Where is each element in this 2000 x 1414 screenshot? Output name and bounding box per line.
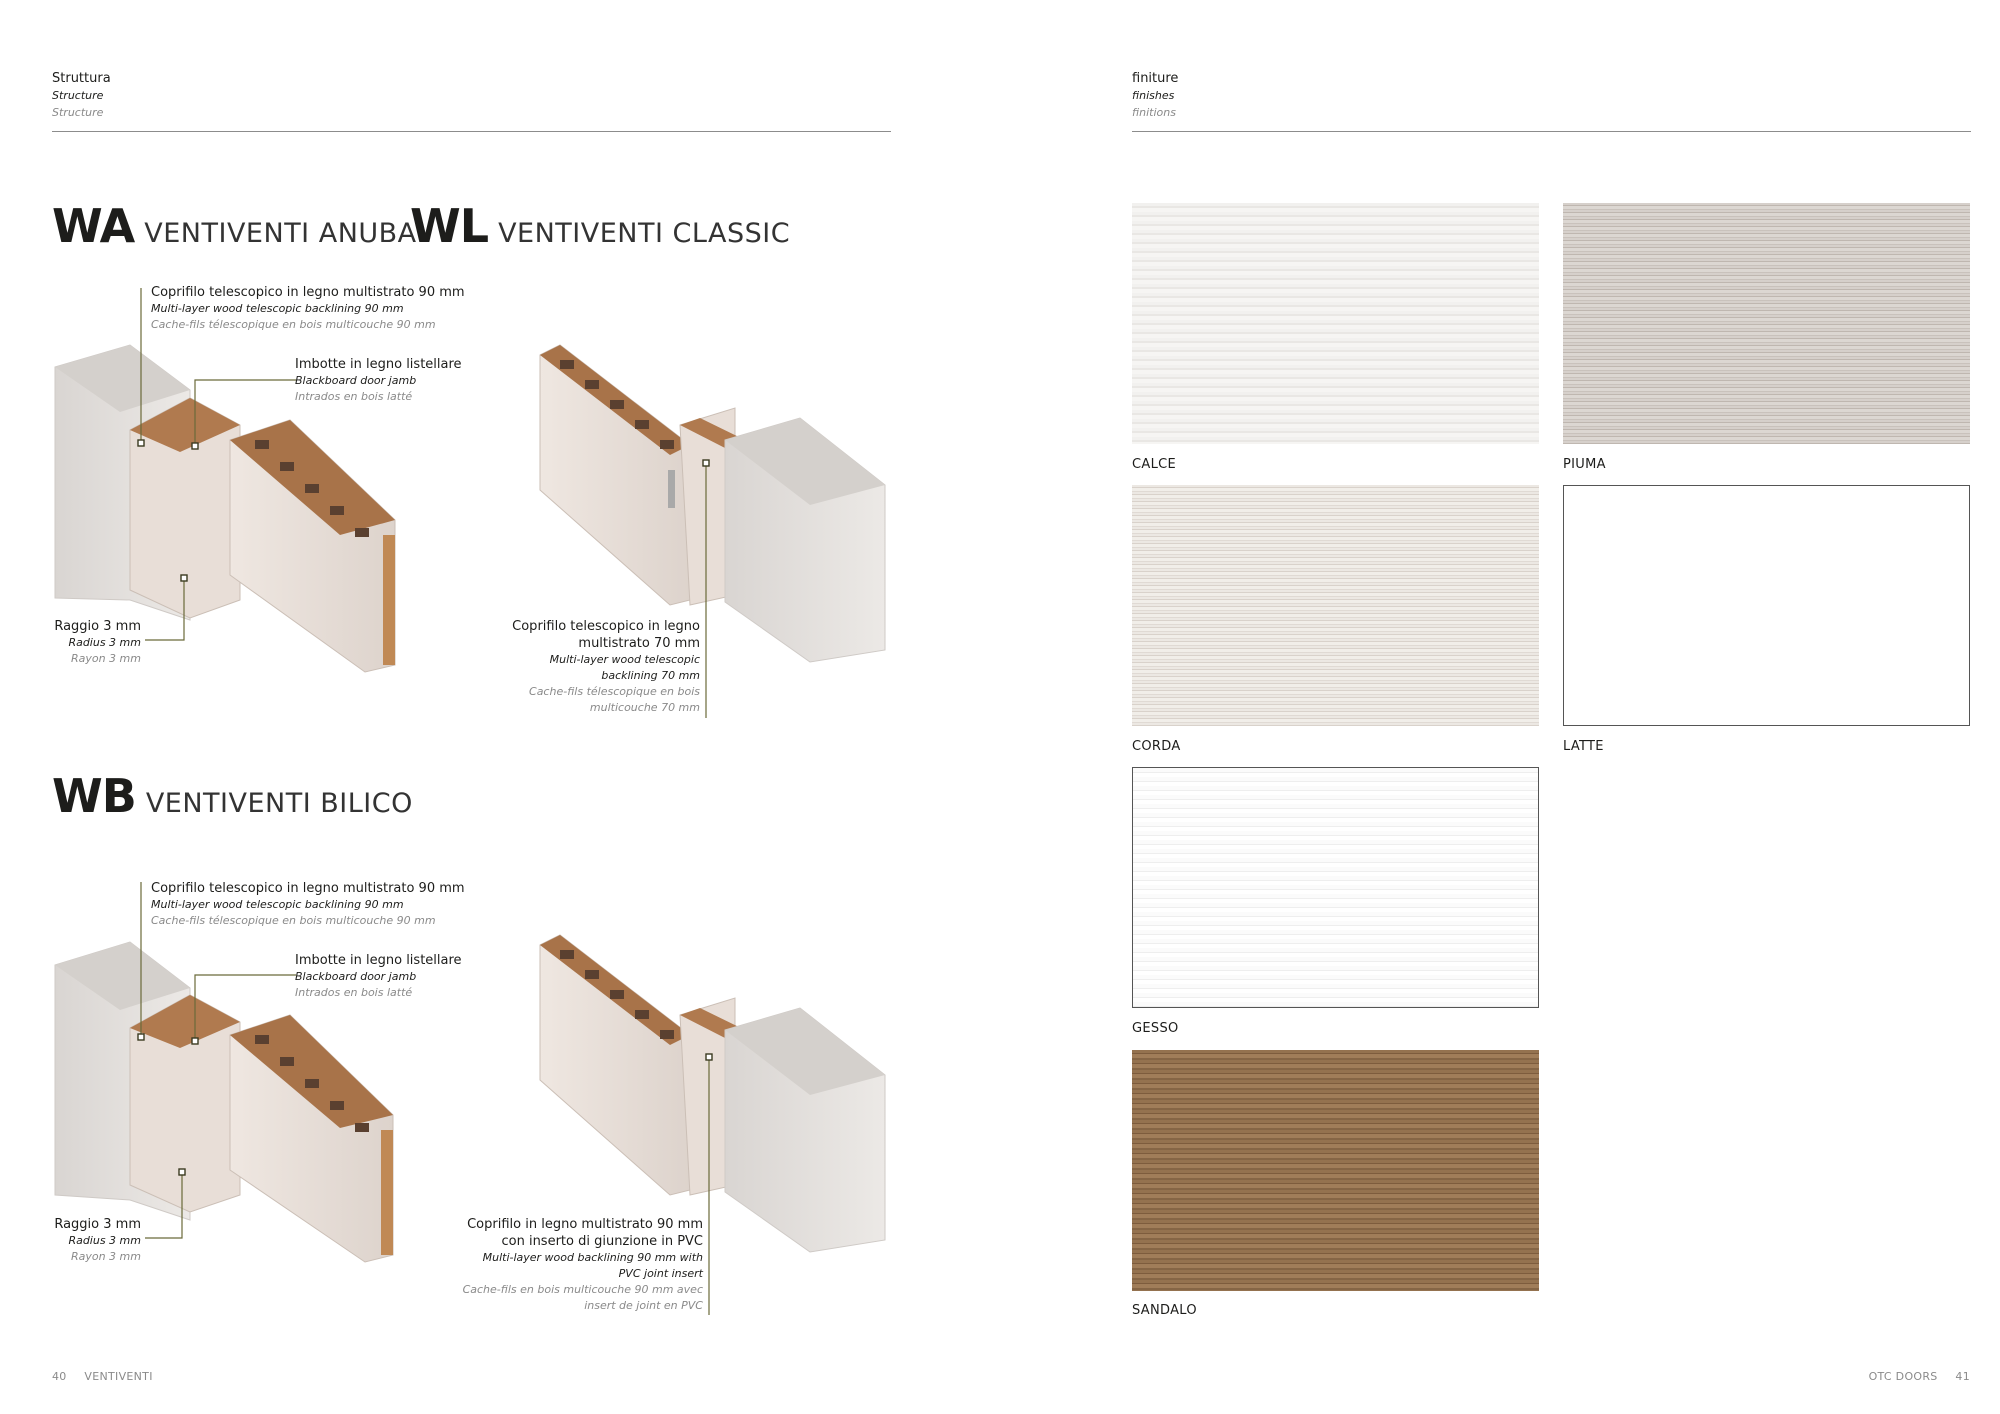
label-wb-radius xyxy=(40,1216,141,1265)
swatch-piuma xyxy=(1563,203,1970,444)
swatch-latte xyxy=(1563,485,1970,726)
label-fr: Intrados en bois latté xyxy=(295,986,413,999)
section-title-en: Structure xyxy=(52,89,104,102)
label-fr: Cache-fils télescopique en bois multicouche 90 mm xyxy=(151,318,436,331)
swatch-sandalo xyxy=(1132,1050,1539,1291)
label-it-line1: Coprifilo telescopico in legno xyxy=(512,619,700,634)
footer-title-right: OTC DOORS xyxy=(1868,1370,1938,1383)
label-fr-line2: insert de joint en PVC xyxy=(584,1299,703,1312)
swatch-calce xyxy=(1132,203,1539,444)
footer-title-left: VENTIVENTI xyxy=(84,1370,153,1383)
label-wb-pvc xyxy=(420,1216,703,1314)
finishes-title: finiture xyxy=(1132,71,1179,86)
label-it-line2: multistrato 70 mm xyxy=(578,636,700,651)
page-number-right: 41 xyxy=(1955,1370,1970,1383)
label-it-line2: con inserto di giunzione in PVC xyxy=(501,1234,703,1249)
swatch-label-calce: CALCE xyxy=(1132,457,1177,472)
label-en: Radius 3 mm xyxy=(68,1234,141,1247)
label-it: Imbotte in legno listellare xyxy=(295,953,462,968)
label-fr-line1: Cache-fils télescopique en bois xyxy=(529,685,700,698)
label-en: Radius 3 mm xyxy=(68,636,141,649)
label-en-line1: Multi-layer wood backlining 90 mm with xyxy=(482,1251,703,1264)
model-code: WL xyxy=(410,199,489,253)
finishes-title-fr: finitions xyxy=(1132,106,1176,119)
label-wa-backlining xyxy=(151,284,465,333)
section-title-fr: Structure xyxy=(52,106,104,119)
label-en: Multi-layer wood telescopic backlining 90 mm xyxy=(151,302,404,315)
swatch-label-piuma: PIUMA xyxy=(1563,457,1606,472)
section-title: Struttura xyxy=(52,71,111,86)
label-it: Imbotte in legno listellare xyxy=(295,357,462,372)
label-fr: Rayon 3 mm xyxy=(70,1250,141,1263)
model-code: WB xyxy=(52,769,136,823)
swatch-corda xyxy=(1132,485,1539,726)
footer-left xyxy=(52,1370,153,1383)
label-fr: Intrados en bois latté xyxy=(295,390,413,403)
model-name: VENTIVENTI ANUBA xyxy=(144,218,417,249)
label-en: Blackboard door jamb xyxy=(295,374,417,387)
label-wa-radius xyxy=(40,618,141,667)
label-wb-backlining xyxy=(151,880,465,929)
swatch-label-latte: LATTE xyxy=(1563,739,1604,754)
label-wa-jamb xyxy=(295,356,462,405)
label-en: Blackboard door jamb xyxy=(295,970,417,983)
label-it-line1: Coprifilo in legno multistrato 90 mm xyxy=(467,1217,703,1232)
model-code: WA xyxy=(52,199,135,253)
label-fr: Rayon 3 mm xyxy=(70,652,141,665)
label-fr-line1: Cache-fils en bois multicouche 90 mm avec xyxy=(462,1283,703,1296)
swatch-gesso xyxy=(1132,767,1539,1008)
swatch-label-gesso: GESSO xyxy=(1132,1021,1179,1036)
label-wl-backlining xyxy=(460,618,700,716)
finishes-title-en: finishes xyxy=(1132,89,1175,102)
label-en-line2: PVC joint insert xyxy=(618,1267,703,1280)
label-it: Coprifilo telescopico in legno multistrato 90 mm xyxy=(151,285,465,300)
footer-right xyxy=(1869,1370,1970,1383)
swatch-label-corda: CORDA xyxy=(1132,739,1181,754)
label-wb-jamb xyxy=(295,952,462,1001)
label-it: Coprifilo telescopico in legno multistrato 90 mm xyxy=(151,881,465,896)
model-name: VENTIVENTI CLASSIC xyxy=(498,218,791,249)
model-name: VENTIVENTI BILICO xyxy=(145,788,413,819)
label-it: Raggio 3 mm xyxy=(54,619,141,634)
label-fr-line2: multicouche 70 mm xyxy=(589,701,700,714)
label-en-line2: backlining 70 mm xyxy=(601,669,700,682)
label-en: Multi-layer wood telescopic backlining 90 mm xyxy=(151,898,404,911)
label-fr: Cache-fils télescopique en bois multicouche 90 mm xyxy=(151,914,436,927)
swatch-label-sandalo: SANDALO xyxy=(1132,1303,1197,1318)
label-en-line1: Multi-layer wood telescopic xyxy=(549,653,700,666)
page-number-left: 40 xyxy=(52,1370,67,1383)
label-it: Raggio 3 mm xyxy=(54,1217,141,1232)
